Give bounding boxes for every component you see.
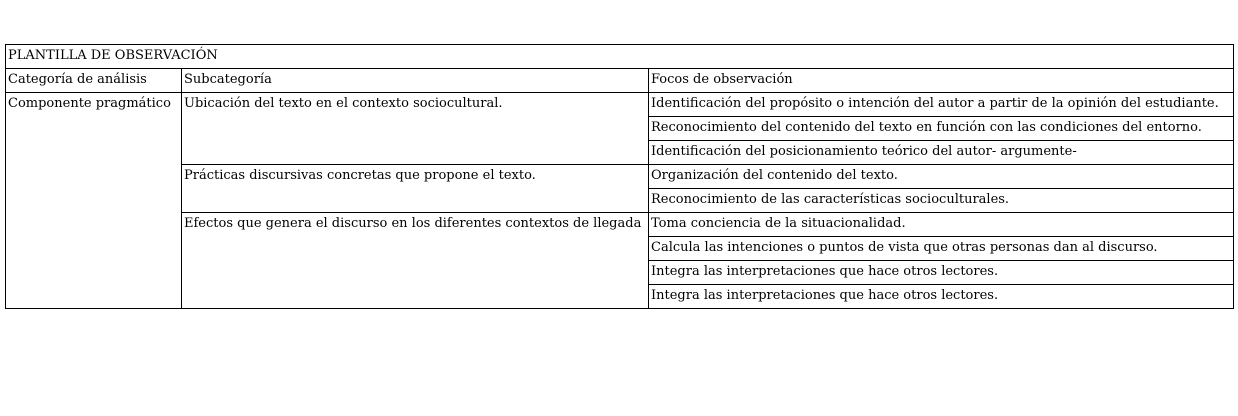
foco-cell: Reconocimiento del contenido del texto en función con las condiciones del entorno. [649,117,1234,141]
observation-table [5,44,1234,309]
foco-cell: Identificación del propósito o intención del autor a partir de la opinión del estudiante. [649,93,1234,117]
foco-cell: Identificación del posicionamiento teórico del autor- argumente- [649,141,1234,165]
categoria-cell: Componente pragmático [6,93,182,309]
foco-cell: Calcula las intenciones o puntos de vista que otras personas dan al discurso. [649,237,1234,261]
subcategoria-cell: Ubicación del texto en el contexto sociocultural. [182,93,649,165]
subcategoria-cell: Prácticas discursivas concretas que propone el texto. [182,165,649,213]
foco-cell: Integra las interpretaciones que hace otros lectores. [649,261,1234,285]
header-focos: Focos de observación [649,69,1234,93]
table-row [6,213,1234,237]
foco-cell: Toma conciencia de la situacionalidad. [649,213,1234,237]
table-row [6,93,1234,117]
foco-cell: Organización del contenido del texto. [649,165,1234,189]
header-subcategoria: Subcategoría [182,69,649,93]
header-categoria: Categoría de análisis [6,69,182,93]
foco-cell: Integra las interpretaciones que hace otros lectores. [649,285,1234,309]
table-title: PLANTILLA DE OBSERVACIÓN [6,45,1234,69]
table-row [6,165,1234,189]
title-row [6,45,1234,69]
foco-cell: Reconocimiento de las características socioculturales. [649,189,1234,213]
subcategoria-cell: Efectos que genera el discurso en los diferentes contextos de llegada [182,213,649,309]
header-row [6,69,1234,93]
